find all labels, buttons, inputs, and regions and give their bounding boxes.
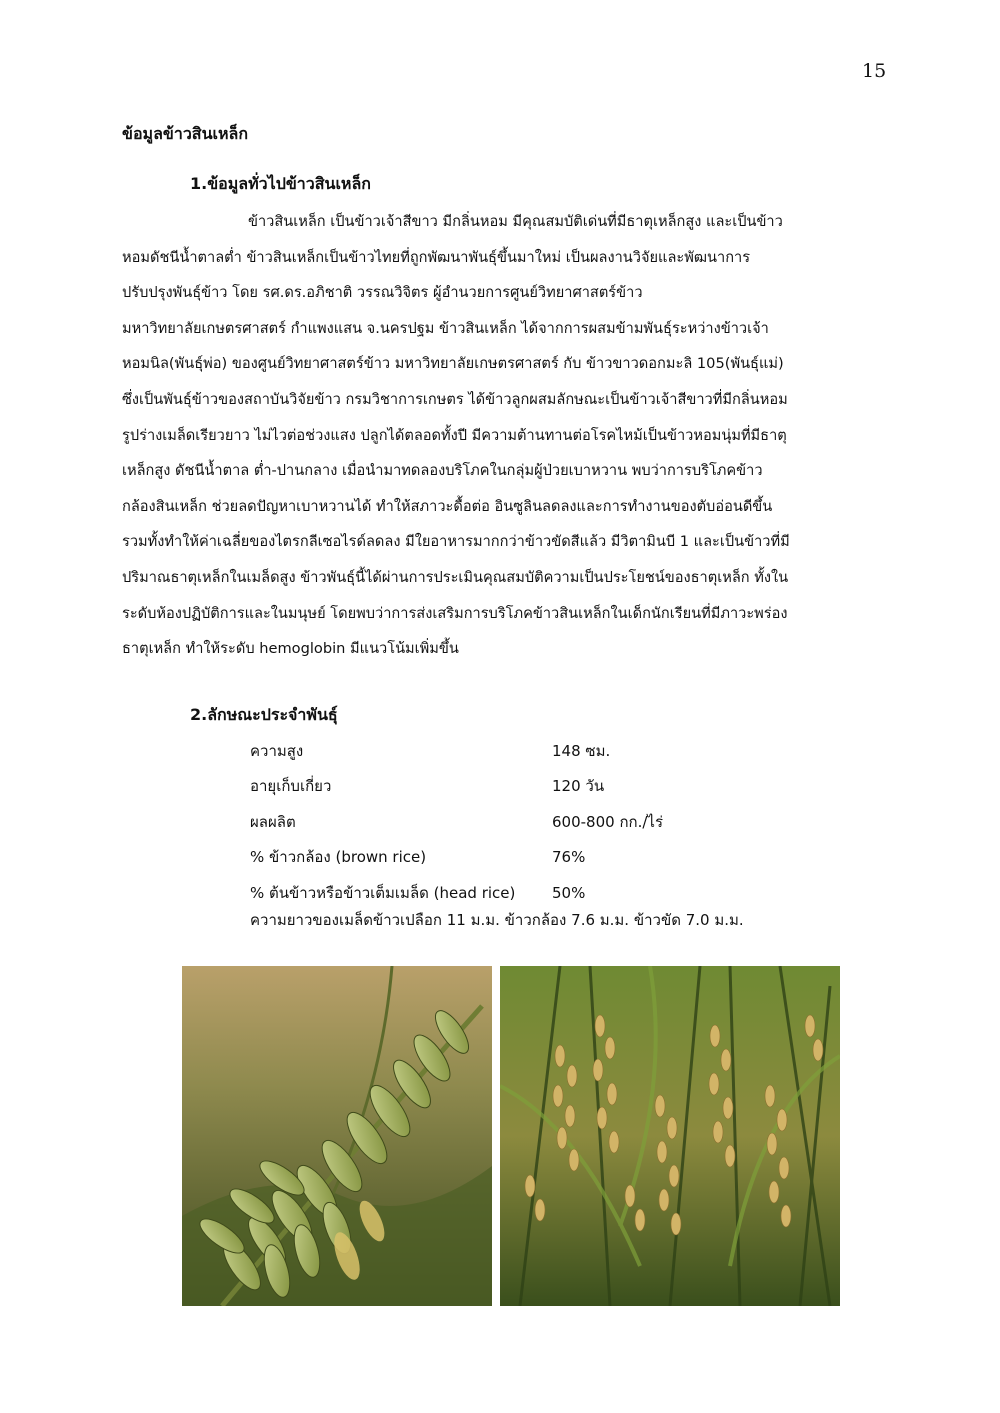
paragraph-line: ปรับปรุงพันธุ์ข้าว โดย รศ.ดร.อภิชาติ วรรณวิจิตร ผู้อำนวยการศูนย์วิทยาศาสตร์ข้าว — [122, 284, 643, 302]
paragraph-line: มหาวิทยาลัยเกษตรศาสตร์ กำแพงแสน จ.นครปฐม ข้าวสินเหล็ก ได้จากการผสมข้ามพันธุ์ระหว่างข้าวเจ้า — [122, 319, 769, 337]
rice-panicle-closeup-photo — [182, 966, 492, 1306]
spec-value: 76% — [552, 848, 586, 867]
section-1-heading: 1.ข้อมูลทั่วไปข้าวสินเหล็ก — [190, 174, 371, 193]
spec-row — [250, 804, 663, 840]
grain-length-note: ความยาวของเมล็ดข้าวเปลือก 11 ม.ม. ข้าวกล้อง 7.6 ม.ม. ข้าวขัด 7.0 ม.ม. — [250, 911, 744, 929]
document-title: ข้อมูลข้าวสินเหล็ก — [122, 124, 249, 143]
rice-field-image — [500, 966, 840, 1306]
spec-value: 600-800 กก./ไร่ — [552, 812, 664, 831]
variety-specs-table — [250, 733, 663, 911]
paragraph-line: ธาตุเหล็ก ทำให้ระดับ hemoglobin มีแนวโน้มเพิ่มขึ้น — [122, 640, 459, 658]
rice-field-photo — [500, 966, 840, 1306]
paragraph-line: ปริมาณธาตุเหล็กในเมล็ดสูง ข้าวพันธุ์นี้ได้ผ่านการประเมินคุณสมบัติความเป็นประโยชน์ของธาตุเหล็ก ทั้งใน — [122, 568, 789, 586]
paragraph-line: หอมดัชนีน้ำตาลต่ำ ข้าวสินเหล็กเป็นข้าวไทยที่ถูกพัฒนาพันธุ์ขึ้นมาใหม่ เป็นผลงานวิจัยและพัฒนาการ — [122, 248, 751, 266]
spec-label: ความสูง — [250, 741, 304, 760]
spec-value: 120 วัน — [552, 777, 605, 796]
spec-row — [250, 733, 663, 769]
paragraph-line: กล้องสินเหล็ก ช่วยลดปัญหาเบาหวานได้ ทำให้สภาวะดื้อต่อ อินซูลินลดลงและการทำงานของตับอ่อนดีขึ้น — [122, 497, 773, 515]
rice-panicle-closeup-image — [182, 966, 492, 1306]
spec-label: % ต้นข้าวหรือข้าวเต็มเมล็ด (head rice) — [250, 883, 516, 902]
spec-value: 148 ซม. — [552, 741, 611, 760]
section-2-heading: 2.ลักษณะประจำพันธุ์ — [190, 705, 338, 724]
spec-row — [250, 840, 663, 876]
paragraph-line: รวมทั้งทำให้ค่าเฉลี่ยของไตรกลีเซอไรด์ลดลง มีใยอาหารมากกว่าข้าวขัดสีแล้ว มีวิตามินบี 1 และเป็นข้าวที่มี — [122, 533, 790, 551]
paragraph-line: รูปร่างเมล็ดเรียวยาว ไม่ไวต่อช่วงแสง ปลูกได้ตลอดทั้งปี มีความต้านทานต่อโรคไหม้เป็นข้าวหอมนุ่มที่มีธาตุ — [122, 426, 787, 444]
paragraph-line: เหล็กสูง ดัชนีน้ำตาล ต่ำ-ปานกลาง เมื่อนำมาทดลองบริโภคในกลุ่มผู้ป่วยเบาหวาน พบว่าการบริโภคข้าว — [122, 462, 763, 480]
spec-label: % ข้าวกล้อง (brown rice) — [250, 848, 427, 867]
spec-label: อายุเก็บเกี่ยว — [250, 777, 332, 796]
section-1-paragraph — [122, 204, 882, 667]
paragraph-line: ระดับห้องปฏิบัติการและในมนุษย์ โดยพบว่าการส่งเสริมการบริโภคข้าวสินเหล็กในเด็กนักเรียนที่มีภาวะพร่อง — [122, 604, 788, 622]
paragraph-line: ข้าวสินเหล็ก เป็นข้าวเจ้าสีขาว มีกลิ่นหอม มีคุณสมบัติเด่นที่มีธาตุเหล็กสูง และเป็นข้าว — [248, 213, 783, 230]
spec-value: 50% — [552, 883, 586, 902]
spec-row — [250, 769, 663, 805]
paragraph-line: หอมนิล(พันธุ์พ่อ) ของศูนย์วิทยาศาสตร์ข้าว มหาวิทยาลัยเกษตรศาสตร์ กับ ข้าวขาวดอกมะลิ 105(พันธุ์แม่) — [122, 355, 784, 373]
paragraph-line: ซึ่งเป็นพันธุ์ข้าวของสถาบันวิจัยข้าว กรมวิชาการเกษตร ได้ข้าวลูกผสมลักษณะเป็นข้าวเจ้าสีขาวที่มีกลิ่นหอม — [122, 390, 788, 408]
page-number: 15 — [862, 60, 887, 82]
spec-label: ผลผลิต — [250, 812, 296, 831]
spec-row — [250, 875, 663, 911]
